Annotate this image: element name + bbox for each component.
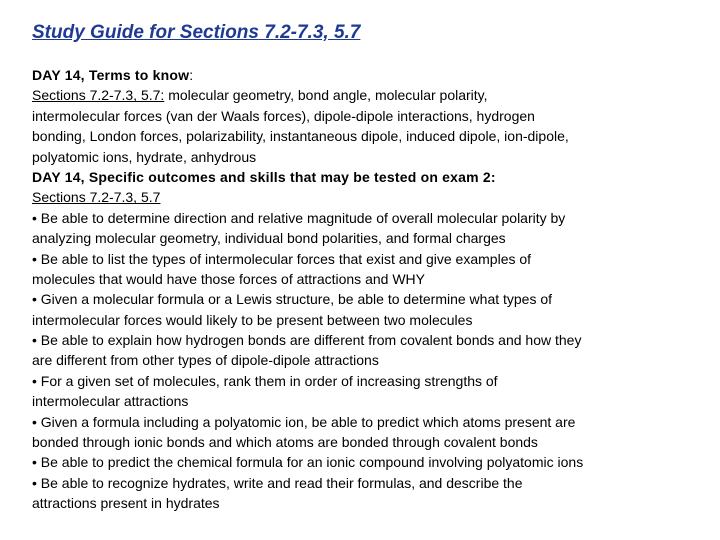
outcome-line: analyzing molecular geometry, individual bond polarities, and formal charges bbox=[32, 230, 506, 247]
outcome-line: • Be able to recognize hydrates, write and read their formulas, and describe the bbox=[32, 474, 523, 491]
outcome-line: bonded through ionic bonds and which atoms are bonded through covalent bonds bbox=[32, 434, 538, 451]
outcomes-heading: DAY 14, Specific outcomes and skills that may be tested on exam 2: bbox=[32, 168, 496, 185]
outcome-line: • Be able to predict the chemical formula for an ionic compound involving polyatomic ions bbox=[32, 454, 584, 471]
outcome-line: • For a given set of molecules, rank them in order of increasing strengths of bbox=[32, 372, 498, 389]
study-guide-body bbox=[32, 65, 702, 514]
terms-heading-colon: : bbox=[189, 67, 194, 83]
terms-sections-label: Sections 7.2-7.3, 5.7: bbox=[32, 87, 165, 104]
terms-heading: DAY 14, Terms to know bbox=[32, 67, 190, 83]
outcome-line: are different from other types of dipole-dipole attractions bbox=[32, 352, 379, 369]
outcomes-sections-line bbox=[32, 187, 702, 207]
terms-line: polyatomic ions, hydrate, anhydrous bbox=[32, 148, 257, 165]
outcomes-sections-label: Sections 7.2-7.3, 5.7 bbox=[32, 189, 161, 206]
outcome-line: molecules that would have those forces of attractions and WHY bbox=[32, 270, 425, 287]
outcome-line: • Be able to determine direction and relative magnitude of overall molecular polarity by bbox=[32, 209, 566, 226]
terms-line: intermolecular forces (van der Waals forces), dipole-dipole interactions, hydrogen bbox=[32, 107, 535, 124]
outcome-line: intermolecular forces would likely to be present between two molecules bbox=[32, 311, 473, 328]
outcome-line: • Given a formula including a polyatomic ion, be able to predict which atoms present are bbox=[32, 413, 576, 430]
outcome-line: • Be able to explain how hydrogen bonds are different from covalent bonds and how they bbox=[32, 332, 582, 349]
terms-heading-line bbox=[32, 65, 702, 85]
outcome-line: attractions present in hydrates bbox=[32, 495, 220, 512]
outcome-line: • Be able to list the types of intermolecular forces that exist and give examples of bbox=[32, 250, 532, 267]
terms-text: molecular geometry, bond angle, molecular polarity, bbox=[164, 87, 488, 104]
terms-line bbox=[32, 85, 702, 105]
outcome-line: • Given a molecular formula or a Lewis structure, be able to determine what types of bbox=[32, 291, 553, 308]
terms-line: bonding, London forces, polarizability, instantaneous dipole, induced dipole, ion-dipole, bbox=[32, 128, 569, 145]
page-title: Study Guide for Sections 7.2-7.3, 5.7 bbox=[32, 22, 361, 43]
outcome-line: intermolecular attractions bbox=[32, 393, 189, 410]
